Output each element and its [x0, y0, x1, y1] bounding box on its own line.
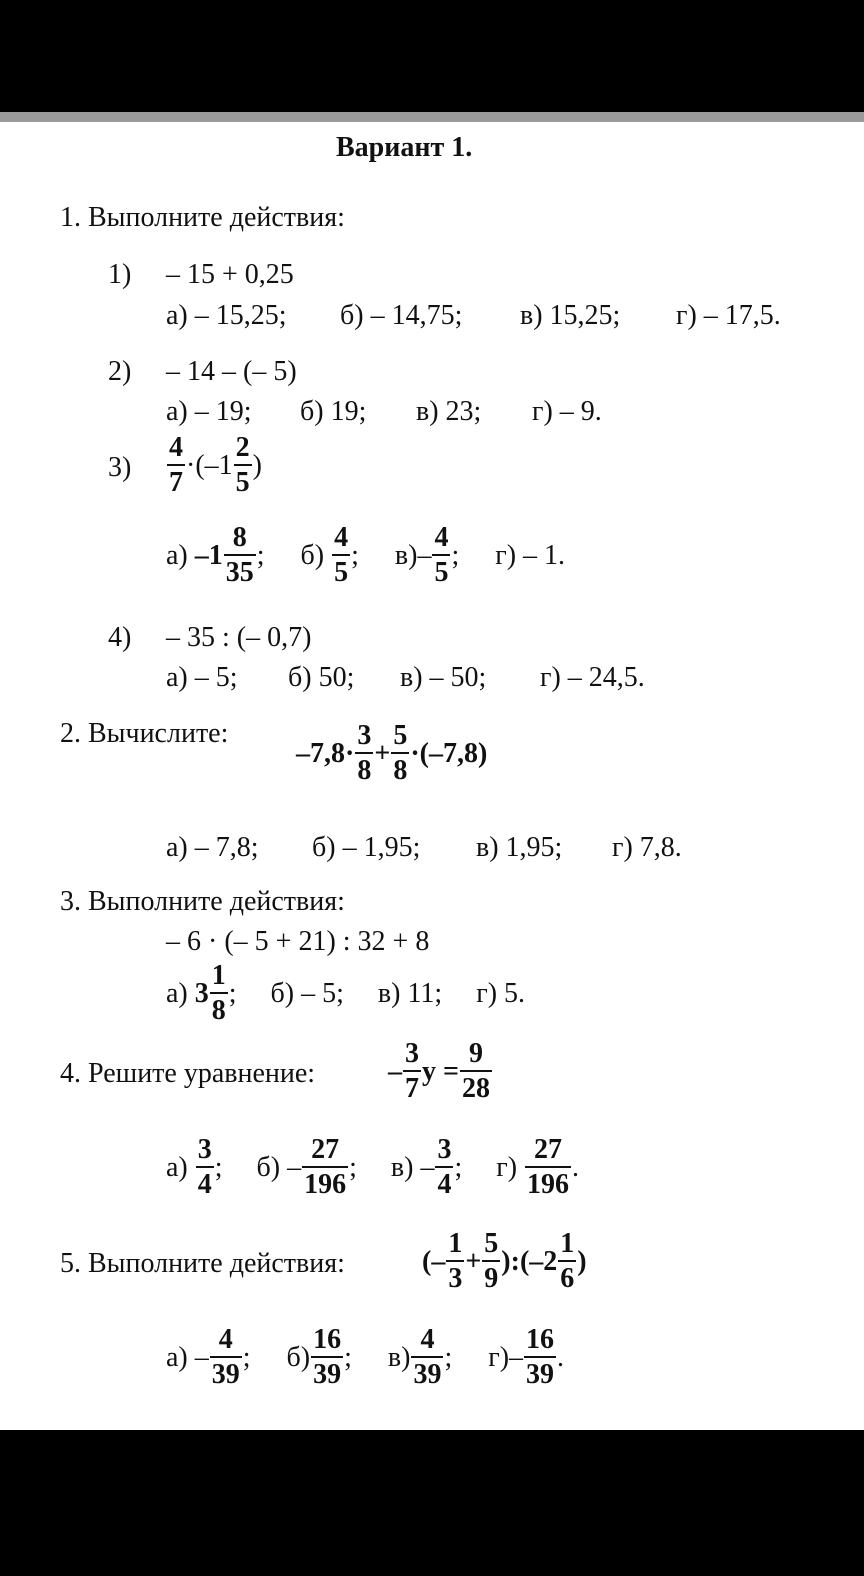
fraction-denominator: 8: [393, 755, 408, 786]
fraction-denominator: 39: [413, 1359, 442, 1390]
fraction-denominator: 196: [527, 1169, 570, 1200]
fraction: [482, 1230, 500, 1293]
fraction-numerator: 3: [435, 1136, 453, 1168]
task1-item3-answers: [166, 524, 565, 587]
fraction-denominator: 3: [448, 1263, 463, 1294]
math-text: г) 5.: [476, 977, 526, 1009]
task4-equation: [388, 1040, 493, 1103]
math-text: а): [166, 1151, 188, 1183]
fraction-denominator: 39: [211, 1359, 240, 1390]
math-text: –: [194, 1341, 209, 1373]
math-text: г): [488, 1341, 510, 1373]
task5-label: 5. Выполните действия:: [60, 1248, 345, 1279]
task5-answers: [166, 1326, 564, 1389]
task3-label: 3. Выполните действия:: [60, 886, 345, 917]
fraction-numerator: 1: [446, 1230, 464, 1262]
fraction-numerator: 9: [460, 1040, 492, 1072]
math-text: +: [374, 737, 391, 769]
math-text: ;: [349, 1151, 357, 1183]
math-text: –: [417, 539, 432, 571]
math-text: а): [166, 977, 188, 1009]
math-text: а): [166, 539, 188, 571]
math-text: (–: [422, 1245, 446, 1277]
page-title: Вариант 1.: [336, 132, 473, 163]
task1-item4-answer-b: б) 50;: [288, 662, 355, 693]
task1-item3-expr: [166, 434, 262, 497]
math-text: –: [388, 1055, 402, 1087]
fraction-denominator: 9: [484, 1263, 499, 1294]
fraction-numerator: 1: [210, 962, 228, 994]
fraction-denominator: 7: [405, 1073, 419, 1104]
task1-item2-answer-c: в) 23;: [416, 396, 482, 427]
fraction-denominator: 39: [526, 1359, 555, 1390]
math-text: +: [465, 1245, 482, 1277]
worksheet-page: [0, 112, 864, 1430]
fraction-denominator: 8: [357, 755, 372, 786]
fraction: [234, 434, 252, 497]
fraction: [411, 1326, 443, 1389]
task1-item4-answer-c: в) – 50;: [400, 662, 487, 693]
task1-item4-num: 4): [108, 622, 132, 653]
fraction: [435, 1136, 453, 1199]
task1-item3-num: 3): [108, 452, 132, 483]
task4-answers: [166, 1136, 579, 1199]
task1-item1-answer-c: в) 15,25;: [520, 300, 621, 331]
fraction: [391, 722, 409, 785]
fraction-numerator: 27: [525, 1136, 571, 1168]
task1-item4-answer-a: а) – 5;: [166, 662, 238, 693]
fraction-denominator: 39: [313, 1359, 342, 1390]
math-text: ;: [451, 539, 460, 571]
fraction-denominator: 5: [434, 557, 449, 588]
page-top-border: [0, 112, 864, 122]
task5-expr: [422, 1230, 587, 1293]
fraction-numerator: 2: [234, 434, 252, 466]
fraction-denominator: 4: [197, 1169, 212, 1200]
task1-item1-answer-d: г) – 17,5.: [676, 300, 781, 331]
fraction: [332, 524, 350, 587]
fraction-numerator: 27: [302, 1136, 348, 1168]
task2-answer-b: б) – 1,95;: [312, 832, 421, 863]
math-text: ;: [444, 1341, 453, 1373]
task1-item2-num: 2): [108, 356, 132, 387]
math-text: ·(–7,8): [410, 737, 488, 769]
math-text: ):(–2: [501, 1245, 558, 1277]
fraction: [446, 1230, 464, 1293]
math-text: ;: [228, 977, 237, 1009]
fraction: [525, 1136, 571, 1199]
task1-item1-answer-b: б) – 14,75;: [340, 300, 463, 331]
task2-answer-a: а) – 7,8;: [166, 832, 259, 863]
task2-label: 2. Вычислите:: [60, 718, 229, 749]
fraction: [311, 1326, 343, 1389]
fraction: [167, 434, 185, 497]
task3-expr: – 6 · (– 5 + 21) : 32 + 8: [166, 926, 430, 957]
task1-item2-answer-a: а) – 19;: [166, 396, 252, 427]
fraction-denominator: 4: [437, 1169, 452, 1200]
fraction: [355, 722, 373, 785]
math-text: ): [252, 449, 262, 481]
fraction: [558, 1230, 576, 1293]
math-text: –: [287, 1151, 302, 1183]
task1-item2-expr: – 14 – (– 5): [166, 356, 297, 387]
math-text: б): [286, 1341, 311, 1373]
fraction-denominator: 5: [235, 467, 250, 498]
task1-item2-answer-b: б) 19;: [300, 396, 367, 427]
fraction: [460, 1040, 492, 1103]
task2-answer-c: в) 1,95;: [476, 832, 563, 863]
math-text: ;: [214, 1151, 223, 1183]
fraction-denominator: 35: [225, 557, 254, 588]
fraction-numerator: 3: [355, 722, 373, 754]
math-text: г) – 1.: [495, 539, 566, 571]
math-text: б): [300, 539, 325, 571]
fraction-numerator: 4: [210, 1326, 242, 1358]
task2-answer-d: г) 7,8.: [612, 832, 682, 863]
task1-item1-answer-a: а) – 15,25;: [166, 300, 287, 331]
math-text: .: [572, 1151, 580, 1183]
math-text: в) 11;: [377, 977, 443, 1009]
task1-item4-expr: – 35 : (– 0,7): [166, 622, 312, 653]
task4-label: 4. Решите уравнение:: [60, 1058, 316, 1089]
math-text: y =: [422, 1055, 459, 1087]
math-text: г): [496, 1151, 518, 1183]
fraction-numerator: 5: [391, 722, 409, 754]
task3-answers: [166, 962, 525, 1025]
fraction-denominator: 28: [461, 1073, 490, 1104]
fraction-numerator: 4: [332, 524, 350, 556]
task1-item1-expr: – 15 + 0,25: [166, 259, 294, 290]
fraction: [524, 1326, 556, 1389]
math-text: ·(–1: [186, 449, 233, 481]
fraction-denominator: 5: [334, 557, 349, 588]
fraction-numerator: 4: [167, 434, 185, 466]
math-text: в): [387, 1341, 411, 1373]
fraction: [196, 1136, 214, 1199]
math-text: .: [557, 1341, 565, 1373]
math-text: –: [509, 1341, 524, 1373]
math-text: ;: [256, 539, 265, 571]
math-text: б): [256, 1151, 281, 1183]
fraction: [302, 1136, 348, 1199]
task2-expr: [296, 722, 487, 785]
math-text: в): [394, 539, 418, 571]
fraction-numerator: 3: [403, 1040, 421, 1072]
fraction: [224, 524, 256, 587]
math-text: ;: [242, 1341, 251, 1373]
fraction-numerator: 16: [524, 1326, 556, 1358]
math-text: 3: [194, 977, 209, 1009]
fraction-numerator: 16: [311, 1326, 343, 1358]
fraction-numerator: 1: [558, 1230, 576, 1262]
fraction-denominator: 8: [211, 995, 226, 1026]
task1-item4-answer-d: г) – 24,5.: [540, 662, 645, 693]
math-text: –: [420, 1151, 435, 1183]
fraction-numerator: 3: [196, 1136, 214, 1168]
fraction: [403, 1040, 421, 1103]
math-text: б) – 5;: [270, 977, 344, 1009]
math-text: –1: [194, 539, 223, 571]
math-text: а): [166, 1341, 188, 1373]
fraction: [432, 524, 450, 587]
fraction: [210, 962, 228, 1025]
math-text: ;: [344, 1341, 352, 1373]
task1-item1-num: 1): [108, 259, 132, 290]
task1-item2-answer-d: г) – 9.: [532, 396, 602, 427]
fraction-numerator: 8: [224, 524, 256, 556]
fraction-numerator: 5: [482, 1230, 500, 1262]
math-text: ;: [351, 539, 359, 571]
fraction-numerator: 4: [432, 524, 450, 556]
task1-label: 1. Выполните действия:: [60, 202, 345, 233]
fraction: [210, 1326, 242, 1389]
math-text: ;: [454, 1151, 463, 1183]
fraction-denominator: 6: [560, 1263, 575, 1294]
math-text: ): [577, 1245, 587, 1277]
math-text: –7,8·: [296, 737, 355, 769]
fraction-denominator: 7: [169, 467, 183, 498]
math-text: в): [390, 1151, 414, 1183]
fraction-numerator: 4: [411, 1326, 443, 1358]
fraction-denominator: 196: [304, 1169, 347, 1200]
